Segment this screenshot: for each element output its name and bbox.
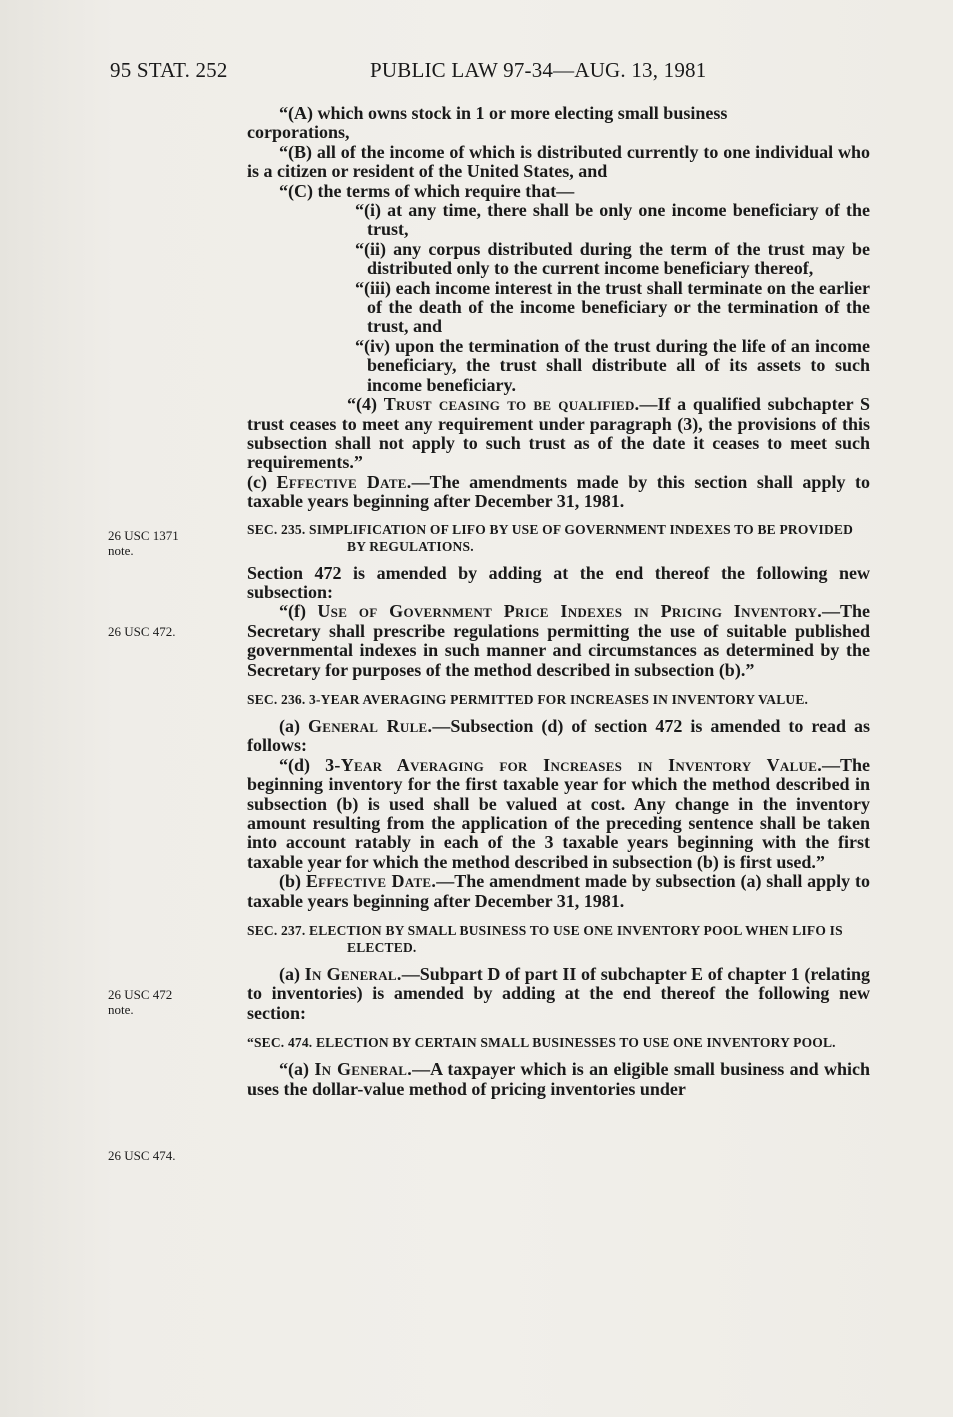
section-474-heading: “SEC. 474. ELECTION BY CERTAIN SMALL BUSINESSES TO USE ONE INVENTORY POOL. [247, 1035, 836, 1051]
paragraph-4-heading: Trust ceasing to be qualified. [383, 394, 640, 415]
margin-note-1371 [108, 528, 228, 558]
clause-iii: “(iii) each income interest in the trust shall terminate on the earlier of the death of the income beneficiary or the termination of the trust, and [355, 277, 870, 337]
margin-note-474 [108, 1148, 228, 1163]
margin-note-472-note [108, 987, 228, 1017]
margin-note-text: note. [108, 1002, 134, 1017]
paragraph-c: “(C) the terms of which require that— [279, 180, 575, 201]
paragraph-c-effective-date: (c) Effective Date.—The amendments made by this section shall apply to taxable years beginning after December 31, 1981. [247, 471, 870, 512]
section-236-b: (b) Effective Date.—The amendment made by subsection (a) shall apply to taxable years beginning after December 31, 1981. [247, 871, 871, 911]
margin-note-text: 26 USC 474. [108, 1148, 176, 1163]
paragraph-b: “(B) all of the income of which is distributed currently to one individual who is a citizen or resident of the United States, and [247, 141, 870, 182]
effective-date-heading-236: Effective Date. [305, 871, 437, 892]
section-236-a: (a) General Rule.—Subsection (d) of section 472 is amended to read as follows: [247, 715, 870, 756]
subsection-d-heading: 3-Year Averaging for Increases in Inventory Value. [325, 754, 822, 775]
section-236-heading: SEC. 236. 3-YEAR AVERAGING PERMITTED FOR INCREASES IN INVENTORY VALUE. [247, 691, 809, 707]
clause-ii: “(ii) any corpus distributed during the term of the trust may be distributed only to the current income beneficiary thereof, [355, 238, 870, 279]
section-237-heading: SEC. 237. ELECTION BY SMALL BUSINESS TO USE ONE INVENTORY POOL WHEN LIFO IS ELECTED. [247, 923, 843, 956]
clause-iv: “(iv) upon the termination of the trust during the life of an income beneficiary, the trust shall distribute all of its assets to such income beneficiary. [355, 335, 870, 395]
effective-date-heading: Effective Date. [276, 471, 412, 492]
clause-i: “(i) at any time, there shall be only one income beneficiary of the trust, [355, 200, 870, 240]
public-law-title: PUBLIC LAW 97-34—AUG. 13, 1981 [370, 58, 707, 82]
paragraph-4: “(4) Trust ceasing to be qualified.—If a qualified subchapter S trust ceases to meet any requirement under paragraph (3), the provisions of this subsection shall not apply to such trust as of the date it ceases to meet such requirements.” [247, 394, 870, 473]
section-235-heading: SEC. 235. SIMPLIFICATION OF LIFO BY USE OF GOVERNMENT INDEXES TO BE PROVIDED BY REGULATIONS. [247, 521, 854, 554]
general-rule-heading: General Rule. [308, 715, 433, 736]
document-body [247, 104, 870, 1099]
subsection-f: “(f) Use of Government Price Indexes in Pricing Inventory.—The Secretary shall prescribe regulations permitting the use of suitable published governmental indexes in such manner and circumstances as determined by the Secretary for purposes of the method described in subsection (b).” [247, 601, 871, 680]
margin-note-text: 26 USC 472 [108, 987, 173, 1002]
subsection-f-heading: Use of Government Price Indexes in Pricing Inventory. [317, 601, 822, 622]
section-474-a: “(a) In General.—A taxpayer which is an eligible small business and which uses the dollar-value method of pricing inventories under [247, 1059, 870, 1099]
margin-note-472 [108, 624, 228, 639]
margin-note-text: 26 USC 1371 [108, 528, 179, 543]
margin-note-text: note. [108, 543, 134, 558]
margin-note-text: 26 USC 472. [108, 624, 176, 639]
statute-page-number: 95 STAT. 252 [110, 58, 228, 82]
paragraph-a: “(A) which owns stock in 1 or more electing small business corporations, [247, 103, 728, 143]
in-general-heading-474: In General. [314, 1059, 413, 1080]
subsection-d: “(d) 3-Year Averaging for Increases in Inventory Value.—The beginning inventory for the first taxable year for which the method described in subsection (b) is used shall be valued at cost. Any change in the inventory amount resulting from the application of the preceding sentence shall be taken into account ratably in each of the 3 taxable years beginning with the first taxable year for which the method described in subsection (b) is first used.” [247, 754, 871, 872]
in-general-heading: In General. [304, 964, 402, 985]
section-237-a: (a) In General.—Subpart D of part II of subchapter E of chapter 1 (relating to inventories) is amended by adding at the end thereof the following new section: [247, 964, 871, 1023]
section-235-text: Section 472 is amended by adding at the end thereof the following new subsection: [247, 562, 870, 602]
